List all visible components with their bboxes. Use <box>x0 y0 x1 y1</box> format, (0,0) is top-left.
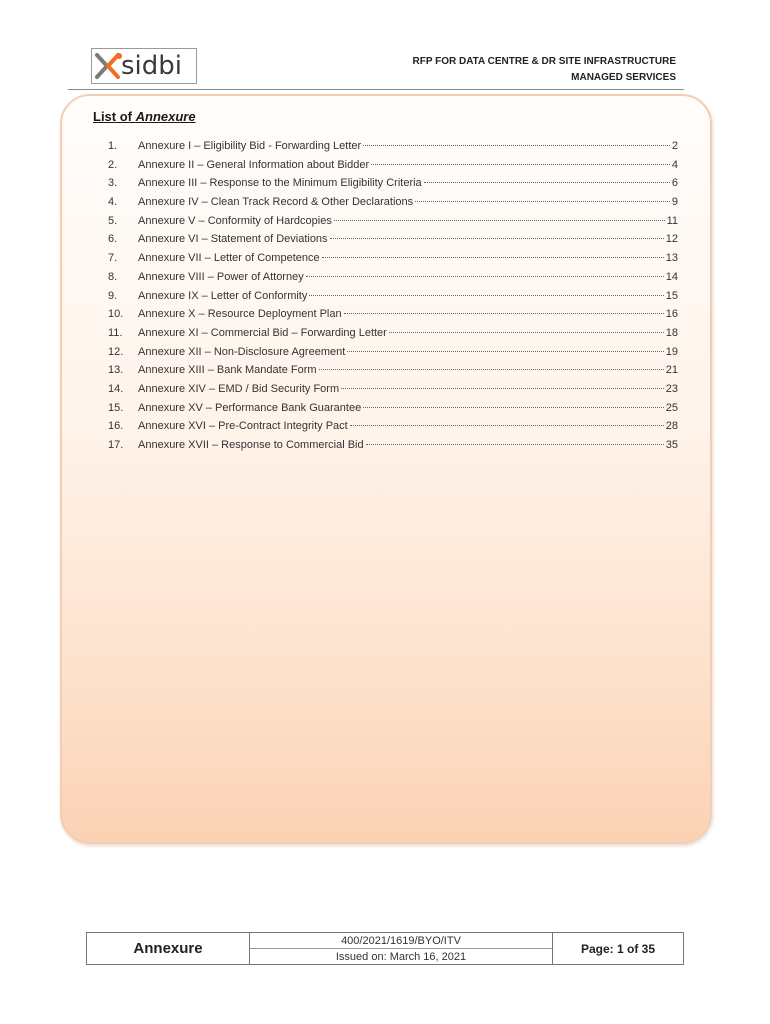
annexure-page-number: 14 <box>665 270 678 283</box>
annexure-title: Annexure IX – Letter of Conformity <box>138 289 308 302</box>
annexure-number: 10. <box>108 308 124 321</box>
annexure-page-number: 4 <box>671 158 678 171</box>
annexure-number: 4. <box>108 196 118 209</box>
annexure-page-number: 11 <box>666 214 678 227</box>
leader-dots <box>363 407 664 408</box>
leader-dots <box>306 276 664 277</box>
leader-dots <box>350 425 664 426</box>
annexure-title: Annexure XII – Non-Disclosure Agreement <box>138 345 346 358</box>
annexure-page-number: 6 <box>671 177 678 190</box>
annexure-number: 5. <box>108 214 118 227</box>
sidbi-logo-mark-icon <box>94 52 124 80</box>
leader-dots <box>347 351 663 352</box>
annexure-title: Annexure VI – Statement of Deviations <box>138 233 328 246</box>
footer-reference: 400/2021/1619/BYO/ITV <box>250 933 552 949</box>
annexure-number: 14. <box>108 382 124 395</box>
annexure-number: 11. <box>108 326 123 339</box>
annexure-page-number: 23 <box>665 382 678 395</box>
annexure-page-number: 12 <box>665 233 678 246</box>
annexure-page-number: 21 <box>665 364 678 377</box>
annexure-list-item[interactable] <box>108 364 678 383</box>
annexure-title: Annexure VII – Letter of Competence <box>138 252 320 265</box>
annexure-title: Annexure XI – Commercial Bid – Forwarding Letter <box>138 326 387 339</box>
header-title-line1: RFP FOR DATA CENTRE & DR SITE INFRASTRUCTURE <box>412 56 676 67</box>
annexure-list-item[interactable] <box>108 177 678 196</box>
annexure-title: Annexure I – Eligibility Bid - Forwarding Letter <box>138 140 362 152</box>
annexure-number: 2. <box>108 158 118 171</box>
annexure-list-item[interactable] <box>108 346 678 365</box>
annexure-list-item[interactable] <box>108 159 678 178</box>
annexure-number: 7. <box>108 252 118 265</box>
list-title-italic: Annexure <box>135 109 196 124</box>
header-divider <box>68 89 684 90</box>
leader-dots <box>322 257 664 258</box>
annexure-number: 17. <box>108 439 124 451</box>
annexure-list-item[interactable] <box>108 402 678 421</box>
annexure-title: Annexure XVI – Pre-Contract Integrity Pact <box>138 420 348 433</box>
annexure-number: 1. <box>108 140 118 152</box>
leader-dots <box>344 313 664 314</box>
leader-dots <box>319 369 664 370</box>
annexure-page-number: 28 <box>665 420 678 433</box>
annexure-list-item[interactable] <box>108 308 678 327</box>
list-title <box>93 109 196 124</box>
footer-page-number: Page: 1 of 35 <box>580 941 656 956</box>
annexure-list-item[interactable] <box>108 290 678 309</box>
annexure-page-number: 15 <box>665 289 678 302</box>
annexure-page-number: 13 <box>665 252 678 265</box>
annexure-number: 3. <box>108 177 118 190</box>
annexure-page-number: 2 <box>671 140 678 152</box>
annexure-page-number: 25 <box>665 401 678 414</box>
annexure-title: Annexure IV – Clean Track Record & Other Declarations <box>138 196 414 209</box>
leader-dots <box>330 238 664 239</box>
annexure-number: 16. <box>108 420 124 433</box>
annexure-title: Annexure II – General Information about Bidder <box>138 158 370 171</box>
leader-dots <box>371 164 670 165</box>
annexure-list-item[interactable] <box>108 233 678 252</box>
annexure-title: Annexure X – Resource Deployment Plan <box>138 308 342 321</box>
annexure-page-number: 19 <box>665 345 678 358</box>
annexure-title: Annexure III – Response to the Minimum Eligibility Criteria <box>138 177 422 190</box>
annexure-number: 9. <box>108 289 118 302</box>
annexure-list-item[interactable] <box>108 140 678 159</box>
annexure-list-item[interactable] <box>108 327 678 346</box>
header-title-line2: MANAGED SERVICES <box>571 72 676 83</box>
annexure-page-number: 18 <box>665 326 678 339</box>
leader-dots <box>366 444 664 445</box>
annexure-number: 12. <box>108 345 124 358</box>
annexure-list-item[interactable] <box>108 196 678 215</box>
annexure-list-item[interactable] <box>108 383 678 402</box>
leader-dots <box>309 295 663 296</box>
sidbi-logo <box>91 48 197 84</box>
leader-dots <box>424 182 670 183</box>
annexure-title: Annexure XV – Performance Bank Guarantee <box>138 401 362 414</box>
annexure-page-number: 16 <box>665 308 678 321</box>
list-title-prefix: List of <box>93 109 136 124</box>
footer-table <box>86 932 684 965</box>
leader-dots <box>341 388 664 389</box>
annexure-page-number: 35 <box>665 439 678 451</box>
annexure-list-item[interactable] <box>108 271 678 290</box>
annexure-number: 6. <box>108 233 118 246</box>
annexure-number: 15. <box>108 401 124 414</box>
annexure-list-item[interactable] <box>108 215 678 234</box>
leader-dots <box>389 332 664 333</box>
document-header-title <box>412 54 676 86</box>
footer-issued-date: Issued on: March 16, 2021 <box>335 950 467 963</box>
logo-text: sidbi <box>121 51 183 81</box>
annexure-title: Annexure XIII – Bank Mandate Form <box>138 364 317 377</box>
leader-dots <box>363 145 670 146</box>
annexure-number: 13. <box>108 364 124 377</box>
annexure-page-number: 9 <box>671 196 678 209</box>
leader-dots <box>334 220 665 221</box>
annexure-title: Annexure XVII – Response to Commercial Bid <box>138 439 364 451</box>
annexure-list-item[interactable] <box>108 420 678 439</box>
footer-section: Annexure <box>87 933 250 964</box>
leader-dots <box>415 201 670 202</box>
annexure-title: Annexure VIII – Power of Attorney <box>138 270 304 283</box>
footer-reference-cell <box>250 933 553 964</box>
annexure-title: Annexure XIV – EMD / Bid Security Form <box>138 382 340 395</box>
annexure-list <box>108 140 678 458</box>
annexure-number: 8. <box>108 270 118 283</box>
annexure-list-item[interactable] <box>108 252 678 271</box>
annexure-title: Annexure V – Conformity of Hardcopies <box>138 214 332 227</box>
annexure-list-item[interactable] <box>108 439 678 458</box>
